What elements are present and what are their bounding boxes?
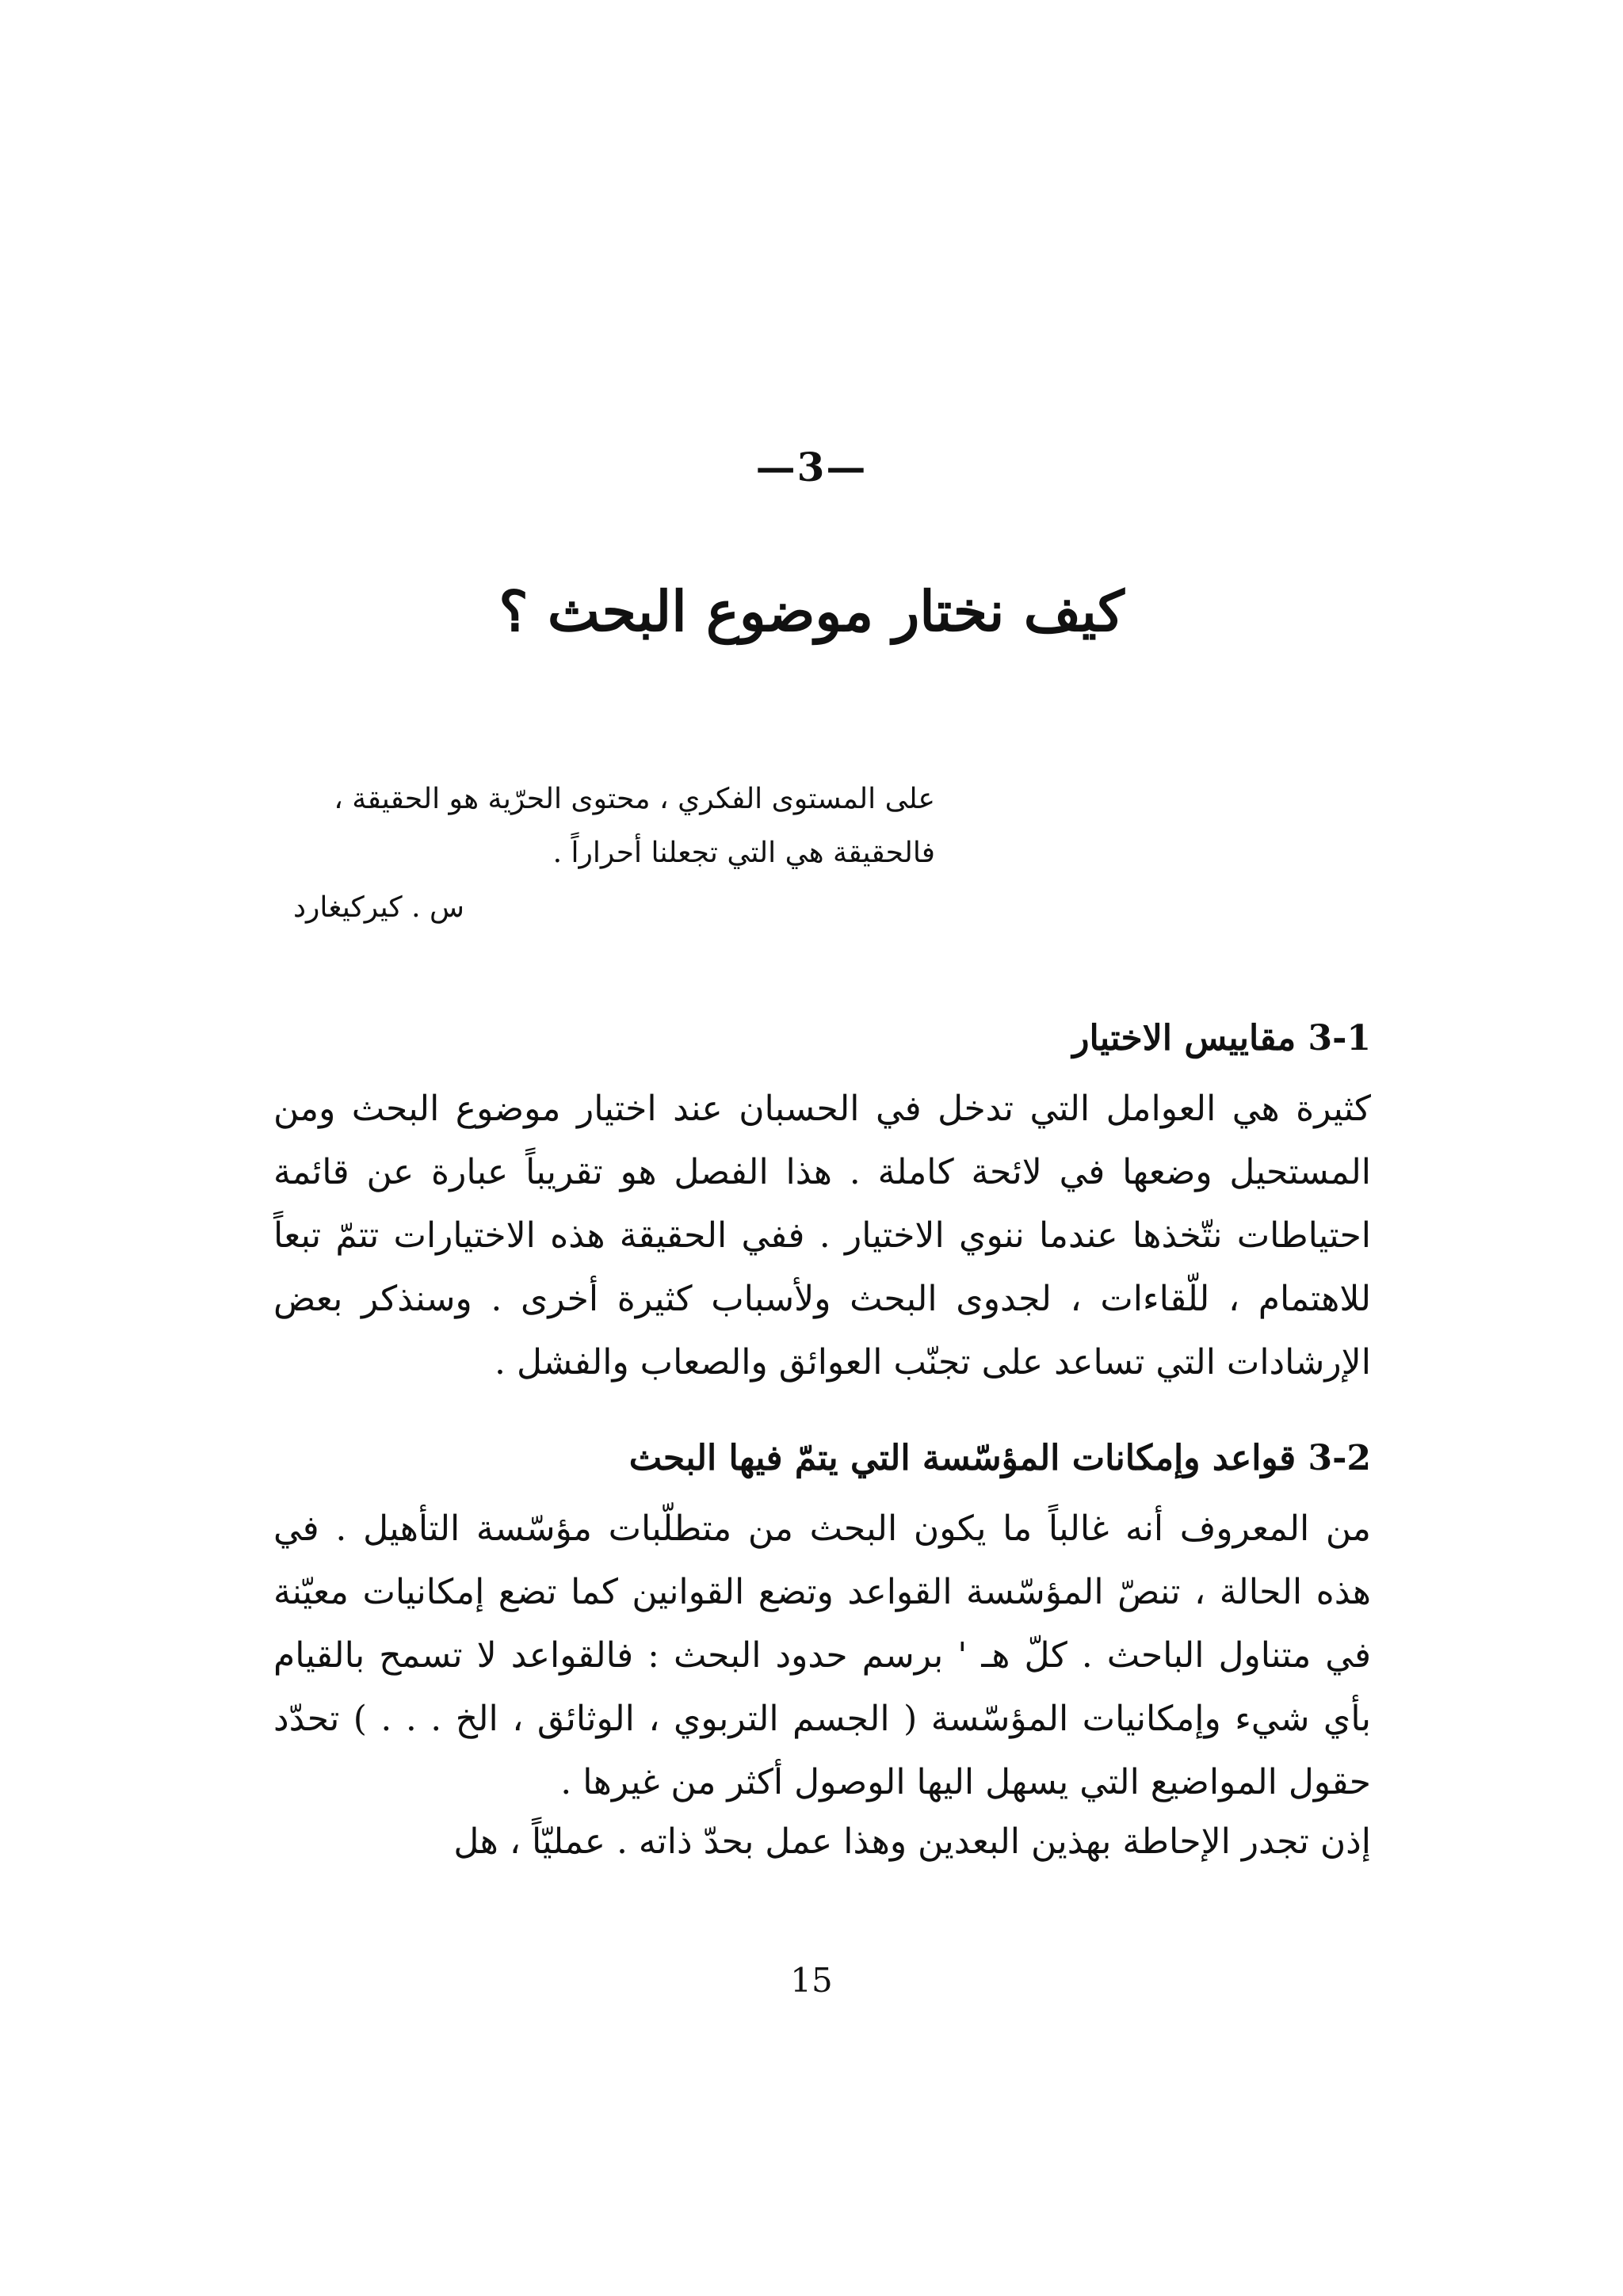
epigraph-quote: على المستوى الفكري ، محتوى الحرّية هو الحقيقة ، فالحقيقة هي التي تجعلنا أحراراً . <box>334 783 935 869</box>
section-heading-institution: 3-2 قواعد وإمكانات المؤسّسة التي يتمّ فيها البحث <box>628 1438 1371 1478</box>
epigraph-author: س . كيركيغارد <box>293 891 464 924</box>
page-number: 15 <box>790 1961 833 2000</box>
chapter-title: كيف نختار موضوع البحث ؟ <box>498 578 1125 644</box>
section-heading-criteria: 3-1 مقاييس الاختيار <box>1072 1018 1371 1058</box>
continuation-paragraph: إذن تجدر الإحاطة بهذين البعدين وهذا عمل بحدّ ذاته . عمليّاً ، هل <box>453 1821 1371 1862</box>
chapter-number: —3— <box>755 444 868 490</box>
section-paragraph-criteria: كثيرة هي العوامل التي تدخل في الحسبان عند اختيار موضوع البحث ومن المستحيل وضعها في لائحة كاملة . هذا الفصل هو تقريباً عبارة عن قائمة احتياطات نتّخذها عندما ننوي الاختيار . ففي الحقيقة هذه الاختيارات تتمّ تبعاً للاهتمام ، للّقاءات ، لجدوى البحث ولأسباب كثيرة أخرى . وسنذكر بعض الإرشادات التي تساعد على تجنّب العوائق والصعاب والفشل . <box>273 1089 1371 1383</box>
section-paragraph-institution: من المعروف أنه غالباً ما يكون البحث من متطلّبات مؤسّسة التأهيل . في هذه الحالة ، تنصّ المؤسّسة القواعد وتضع القوانين كما تضع إمكانيات معيّنة في متناول الباحث . كلّ هـ ' برسم حدود البحث : فالقواعد لا تسمح بالقيام بأي شيء وإمكانيات المؤسّسة ( الجسم التربوي ، الوثائق ، الخ . . . ) تحدّد حقول المواضيع التي يسهل اليها الوصول أكثر من غيرها . <box>273 1508 1371 1802</box>
